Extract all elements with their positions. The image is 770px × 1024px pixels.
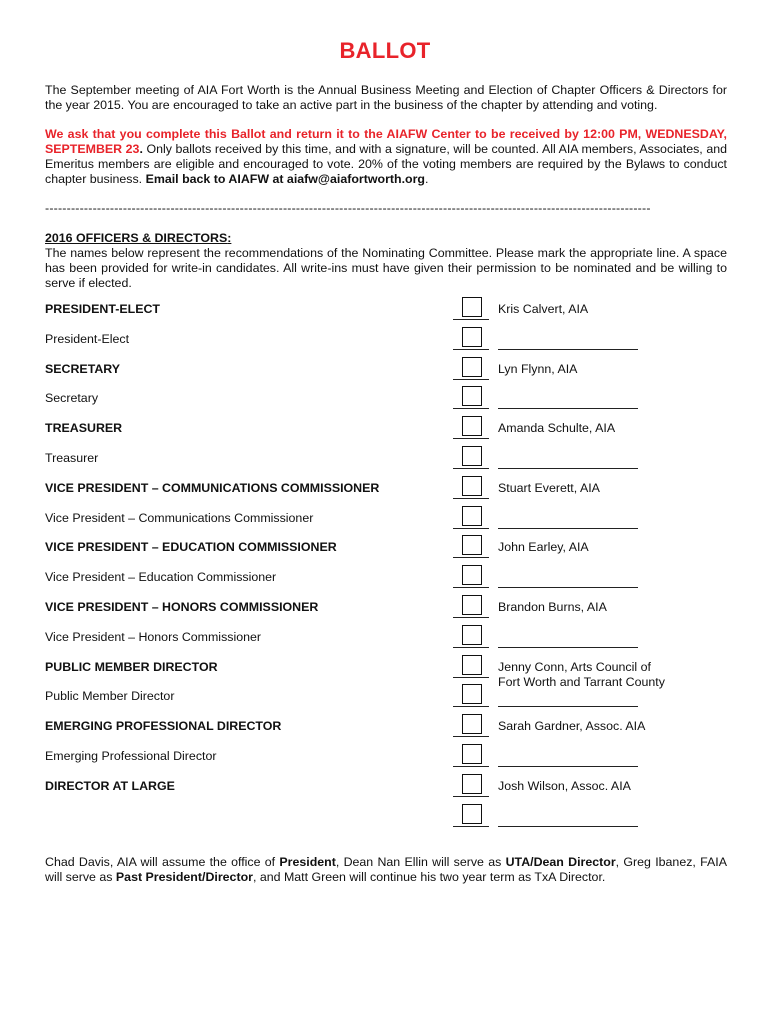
intro-paragraph: The September meeting of AIA Fort Worth is the Annual Business Meeting and Election of Chapter Officers & Directors for the year 2015. You are encouraged to take an active part in the business of the chapter by attending and voting. <box>45 83 727 112</box>
candidate-name <box>498 481 600 496</box>
write-in-line[interactable] <box>498 647 638 648</box>
vote-checkbox[interactable] <box>462 386 482 406</box>
write-in-line[interactable] <box>498 349 638 350</box>
office-title: PRESIDENT-ELECT <box>45 302 160 316</box>
officers-heading <box>45 231 231 245</box>
ballot-row <box>0 357 770 387</box>
ballot-row <box>0 625 770 655</box>
office-title: VICE PRESIDENT – COMMUNICATIONS COMMISSIONER <box>45 480 380 495</box>
checkbox-underline <box>453 617 489 618</box>
checkbox-underline <box>453 349 489 350</box>
ballot-row <box>0 297 770 327</box>
vote-checkbox[interactable] <box>462 714 482 734</box>
checkbox-underline <box>453 826 489 827</box>
checkbox-underline <box>453 677 489 678</box>
checkbox-underline <box>453 736 489 737</box>
office-writein-label: Public Member Director <box>45 689 175 704</box>
vote-checkbox[interactable] <box>462 595 482 615</box>
ballot-row <box>0 386 770 416</box>
ballot-row <box>0 327 770 357</box>
vote-checkbox[interactable] <box>462 804 482 824</box>
candidate-name-line: John Earley, AIA <box>498 540 589 555</box>
office-writein-label: Vice President – Communications Commissioner <box>45 510 314 525</box>
candidate-name-line: Sarah Gardner, Assoc. AIA <box>498 719 646 734</box>
deadline-notice: We ask that you complete this Ballot and return it to the AIAFW Center to be received by 12:00 PM, WEDNESDAY, SEPTEMBER 23 <box>45 127 727 156</box>
candidate-name-line-2: Fort Worth and Tarrant County <box>498 674 665 689</box>
write-in-line[interactable] <box>498 826 638 827</box>
vote-checkbox[interactable] <box>462 684 482 704</box>
write-in-line[interactable] <box>498 766 638 767</box>
ballot-row <box>0 506 770 536</box>
office-writein-label: President-Elect <box>45 331 130 346</box>
officers-description: The names below represent the recommendations of the Nominating Committee. Please mark the appropriate line. A space has been provided for write-in candidates. All write-ins must have given their permission to be nominated and be willing to serve if elected. <box>45 246 727 290</box>
checkbox-underline <box>453 468 489 469</box>
vote-checkbox[interactable] <box>462 655 482 675</box>
candidate-name-line: Lyn Flynn, AIA <box>498 361 578 376</box>
ballot-row <box>0 804 770 834</box>
footer-text-4: , and Matt Green will continue his two year term as TxA Director. <box>252 870 606 884</box>
footer-bold-uta-dean: UTA/Dean Director <box>505 855 616 869</box>
vote-checkbox[interactable] <box>462 535 482 555</box>
candidate-name <box>498 600 607 615</box>
eligibility-text: Only ballots received by this time, and with a signature, will be counted. All AIA members, Associates, and Emeritus members are eligible and encouraged to vote. 20% of the voting members are required by the Bylaws to conduct chapter business. <box>45 142 727 186</box>
checkbox-underline <box>453 766 489 767</box>
candidate-name <box>498 719 645 734</box>
email-instruction: Email back to AIAFW at aiafw@aiafortworth.org <box>145 172 425 186</box>
office-title: SECRETARY <box>45 361 121 376</box>
vote-checkbox[interactable] <box>462 506 482 526</box>
vote-checkbox[interactable] <box>462 416 482 436</box>
office-title: VICE PRESIDENT – HONORS COMMISSIONER <box>45 600 319 614</box>
candidate-name <box>498 302 588 317</box>
ballot-title: BALLOT <box>339 38 431 63</box>
office-title: TREASURER <box>45 421 123 436</box>
officers-heading-colon: : <box>227 231 232 245</box>
write-in-line[interactable] <box>498 468 638 469</box>
checkbox-underline <box>453 408 489 409</box>
checkbox-underline <box>453 379 489 380</box>
candidate-name-line: Josh Wilson, Assoc. AIA <box>498 778 631 793</box>
office-writein-label: Secretary <box>45 391 99 406</box>
footer-text-2: , Dean Nan Ellin will serve as <box>335 855 506 869</box>
vote-checkbox[interactable] <box>462 297 482 317</box>
ballot-row <box>0 446 770 476</box>
checkbox-underline <box>453 796 489 797</box>
deadline-paragraph <box>45 127 727 187</box>
ballot-row <box>0 535 770 565</box>
write-in-line[interactable] <box>498 528 638 529</box>
vote-checkbox[interactable] <box>462 446 482 466</box>
office-title: EMERGING PROFESSIONAL DIRECTOR <box>45 719 282 734</box>
deadline-period: . <box>139 142 143 156</box>
checkbox-underline <box>453 647 489 648</box>
ballot-row <box>0 744 770 774</box>
vote-checkbox[interactable] <box>462 744 482 764</box>
ballot-row <box>0 684 770 714</box>
footer-bold-president: President <box>279 855 336 869</box>
office-writein-label: Emerging Professional Director <box>45 749 217 763</box>
footer-text-1: Chad Davis, AIA will assume the office of <box>45 855 280 869</box>
footer-text-3: , Greg Ibanez, FAIA will serve as <box>45 855 727 884</box>
ballot-row <box>0 476 770 506</box>
office-title: DIRECTOR AT LARGE <box>45 778 175 793</box>
ballot-row <box>0 416 770 446</box>
candidate-name-line: Stuart Everett, AIA <box>498 480 600 495</box>
ballot-row <box>0 714 770 744</box>
ballot-row <box>0 655 770 689</box>
ballot-row <box>0 595 770 625</box>
checkbox-underline <box>453 438 489 439</box>
candidate-name-line: Amanda Schulte, AIA <box>498 421 616 436</box>
candidate-name <box>498 540 589 555</box>
vote-checkbox[interactable] <box>462 357 482 377</box>
office-writein-label: Vice President – Education Commissioner <box>45 570 277 585</box>
footer-bold-past-president: Past President/Director <box>115 870 253 884</box>
office-writein-label: Treasurer <box>45 451 99 465</box>
separator-line: -------------------------------------------------------------------------------------------------------------------------------------------- <box>45 201 651 215</box>
vote-checkbox[interactable] <box>462 774 482 794</box>
vote-checkbox[interactable] <box>462 625 482 645</box>
office-title: PUBLIC MEMBER DIRECTOR <box>45 659 218 674</box>
checkbox-underline <box>453 498 489 499</box>
checkbox-underline <box>453 319 489 320</box>
vote-checkbox[interactable] <box>462 327 482 347</box>
email-end: . <box>425 172 429 186</box>
vote-checkbox[interactable] <box>462 476 482 496</box>
checkbox-underline <box>453 557 489 558</box>
officers-heading-text: 2016 OFFICERS & DIRECTORS <box>45 231 228 245</box>
checkbox-underline <box>453 706 489 707</box>
footer-paragraph <box>45 855 727 885</box>
ballot-row <box>0 774 770 804</box>
checkbox-underline <box>453 528 489 529</box>
candidate-name <box>498 362 577 377</box>
vote-checkbox[interactable] <box>462 565 482 585</box>
checkbox-underline <box>453 587 489 588</box>
candidate-name-line: Brandon Burns, AIA <box>498 600 607 614</box>
office-title: VICE PRESIDENT – EDUCATION COMMISSIONER <box>45 540 337 555</box>
candidate-name-line: Kris Calvert, AIA <box>498 302 589 316</box>
candidate-name-line: Jenny Conn, Arts Council of <box>498 659 651 674</box>
candidate-name <box>498 421 615 436</box>
ballot-row <box>0 565 770 595</box>
write-in-line[interactable] <box>498 587 638 588</box>
write-in-line[interactable] <box>498 408 638 409</box>
candidate-name <box>498 779 631 794</box>
write-in-line[interactable] <box>498 706 638 707</box>
office-writein-label: Vice President – Honors Commissioner <box>45 629 262 644</box>
